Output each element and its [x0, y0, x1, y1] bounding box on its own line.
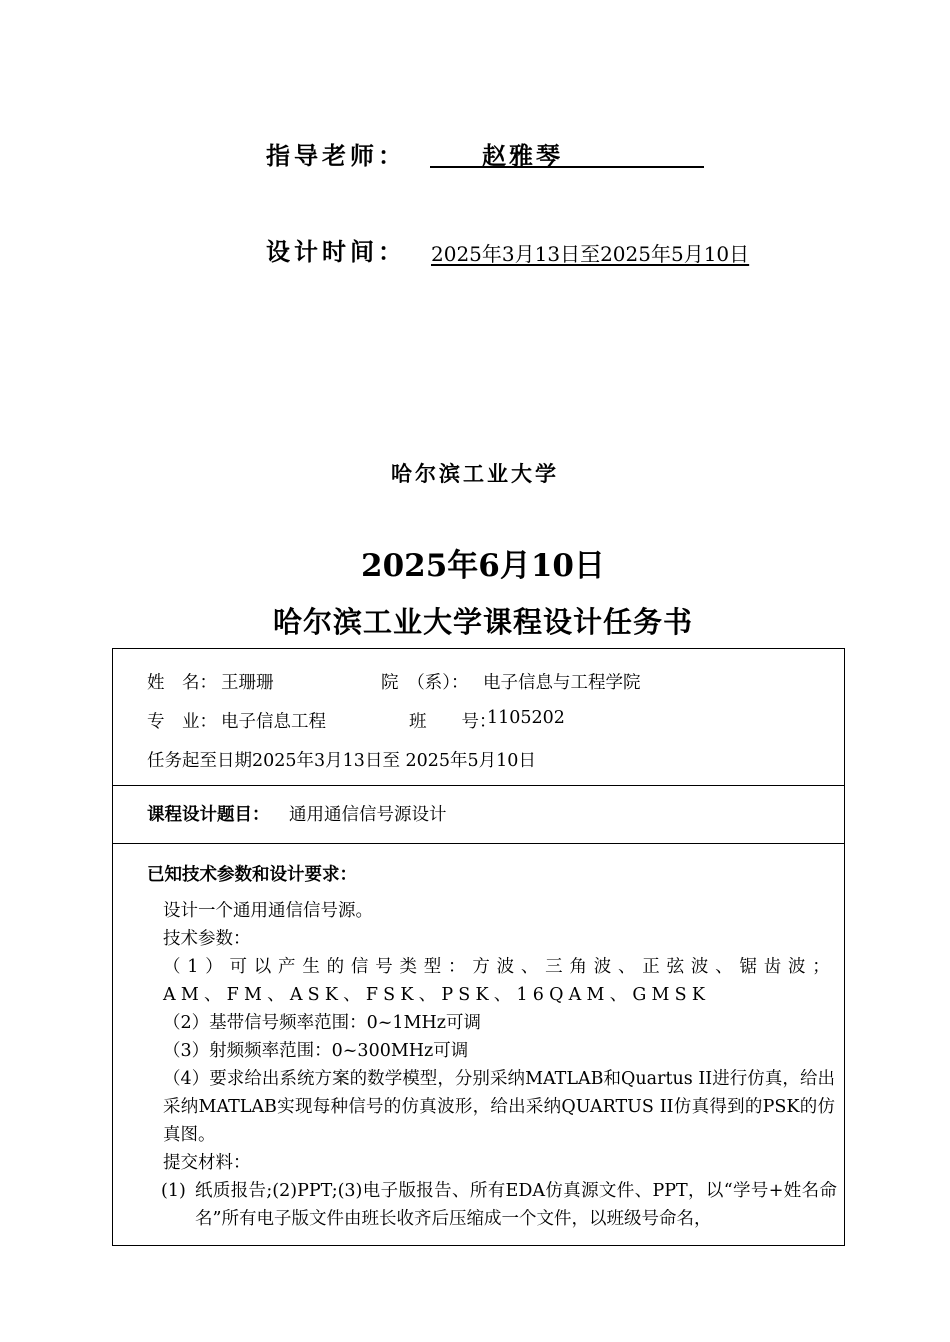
topic-value: 通用通信信号源设计 — [289, 805, 447, 825]
advisor-name-field — [430, 136, 704, 168]
class-value: 1105202 — [487, 708, 565, 728]
submit-label: 提交材料： — [163, 1153, 251, 1173]
requirements-heading: 已知技术参数和设计要求： — [147, 865, 357, 885]
submit-item — [161, 1177, 837, 1233]
cover-date: 2025年6月10日 — [361, 548, 605, 584]
param-item-2: （2）基带信号频率范围：0~1MHz可调 — [163, 1013, 481, 1033]
university-name: 哈尔滨工业大学 — [391, 462, 559, 486]
design-time-label: 设计时间： — [266, 238, 406, 266]
topic-label: 课程设计题目： — [147, 805, 270, 825]
document-title: 哈尔滨工业大学课程设计任务书 — [272, 605, 693, 639]
param-item-1: （1）可以产生的信号类型：方波、三角波、正弦波、锯齿波；AM、FM、ASK、FSK、PSK、16QAM、GMSK — [163, 957, 835, 1005]
task-form — [112, 648, 845, 1246]
intro-text: 设计一个通用通信信号源。 — [163, 901, 373, 921]
section-divider — [113, 785, 844, 786]
advisor-label: 指导老师： — [266, 142, 406, 170]
major-value: 电子信息工程 — [221, 712, 326, 732]
design-time-value: 2025年3月13日至2025年5月10日 — [431, 242, 750, 266]
major-label: 专 业： — [147, 712, 217, 732]
submit-item-number: (1) — [161, 1181, 186, 1201]
class-label: 班 号： — [409, 712, 497, 732]
name-value: 王珊珊 — [221, 673, 274, 693]
dept-value: 电子信息与工程学院 — [483, 673, 641, 693]
requirements-body — [123, 897, 835, 1177]
submit-item-text: 纸质报告;(2)PPT;(3)电子版报告、所有EDA仿真源文件、PPT，以“学号+姓名命名”所有电子版文件由班长收齐后压缩成一个文件，以班级号命名， — [195, 1181, 837, 1229]
param-item-4: （4）要求给出系统方案的数学模型，分别采纳MATLAB和Quartus II进行仿真，给出采纳MATLAB实现每种信号的仿真波形，给出采纳QUARTUS II仿真得到的PSK的仿真图。 — [163, 1069, 835, 1145]
name-label: 姓 名： — [147, 673, 217, 693]
dept-label: 院 （系）： — [381, 673, 469, 693]
param-item-3: （3）射频频率范围：0~300MHz可调 — [163, 1041, 469, 1061]
params-label: 技术参数： — [163, 929, 251, 949]
task-period: 任务起至日期2025年3月13日至 2025年5月10日 — [147, 751, 536, 771]
section-divider — [113, 843, 844, 844]
advisor-name: 赵雅琴 — [482, 142, 563, 170]
